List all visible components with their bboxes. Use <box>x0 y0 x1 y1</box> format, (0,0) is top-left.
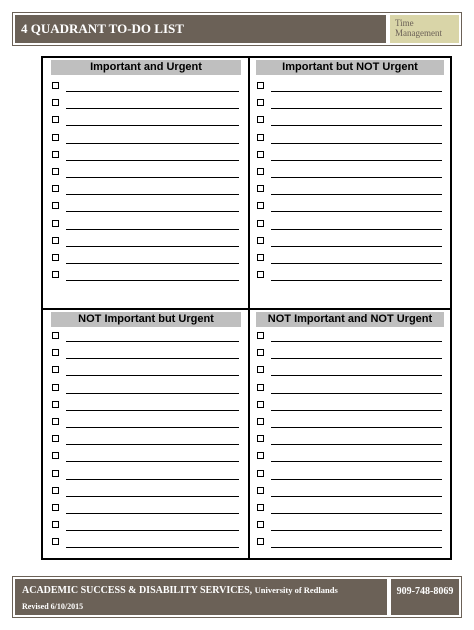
checkbox[interactable] <box>52 185 59 192</box>
writing-line[interactable] <box>66 91 239 92</box>
writing-line[interactable] <box>66 393 239 394</box>
writing-line[interactable] <box>271 194 442 195</box>
checkbox[interactable] <box>257 452 264 459</box>
todo-item <box>52 130 240 147</box>
writing-line[interactable] <box>271 461 442 462</box>
todo-item <box>257 147 443 164</box>
writing-line[interactable] <box>271 427 442 428</box>
todo-item <box>257 267 443 284</box>
quadrant-heading: Important and Urgent <box>51 60 241 75</box>
writing-line[interactable] <box>271 143 442 144</box>
writing-line[interactable] <box>271 108 442 109</box>
todo-item <box>52 362 240 379</box>
checkbox[interactable] <box>52 151 59 158</box>
todo-item <box>52 483 240 500</box>
checkbox[interactable] <box>257 82 264 89</box>
todo-item <box>52 216 240 233</box>
writing-line[interactable] <box>66 479 239 480</box>
checkbox[interactable] <box>257 99 264 106</box>
page-title: 4 QUADRANT TO-DO LIST <box>15 15 386 43</box>
checkbox[interactable] <box>257 168 264 175</box>
writing-line[interactable] <box>271 263 442 264</box>
checkbox[interactable] <box>52 134 59 141</box>
todo-item <box>257 95 443 112</box>
checkbox[interactable] <box>52 82 59 89</box>
checkbox[interactable] <box>257 151 264 158</box>
todo-item <box>52 250 240 267</box>
checkbox[interactable] <box>52 116 59 123</box>
checkbox[interactable] <box>257 418 264 425</box>
writing-line[interactable] <box>66 143 239 144</box>
checkbox[interactable] <box>52 538 59 545</box>
todo-item <box>257 500 443 517</box>
phone-number: 909-748-8069 <box>391 579 459 615</box>
checkbox[interactable] <box>52 470 59 477</box>
checkbox[interactable] <box>52 254 59 261</box>
checkbox[interactable] <box>52 99 59 106</box>
writing-line[interactable] <box>271 358 442 359</box>
writing-line[interactable] <box>271 246 442 247</box>
quadrant-heading: NOT Important and NOT Urgent <box>256 312 444 327</box>
writing-line[interactable] <box>66 246 239 247</box>
checkbox[interactable] <box>52 220 59 227</box>
todo-item <box>257 431 443 448</box>
todo-item <box>257 112 443 129</box>
writing-line[interactable] <box>271 530 442 531</box>
writing-line[interactable] <box>66 263 239 264</box>
todo-item <box>257 362 443 379</box>
writing-line[interactable] <box>271 211 442 212</box>
checkbox[interactable] <box>52 332 59 339</box>
todo-item <box>52 517 240 534</box>
checkbox[interactable] <box>52 487 59 494</box>
todo-item <box>52 181 240 198</box>
quadrant-1 <box>43 58 248 308</box>
writing-line[interactable] <box>271 280 442 281</box>
checkbox[interactable] <box>257 185 264 192</box>
checkbox[interactable] <box>257 538 264 545</box>
checkbox[interactable] <box>52 202 59 209</box>
writing-line[interactable] <box>66 341 239 342</box>
writing-line[interactable] <box>271 393 442 394</box>
checkbox[interactable] <box>52 418 59 425</box>
writing-line[interactable] <box>66 496 239 497</box>
writing-line[interactable] <box>66 160 239 161</box>
todo-item <box>257 233 443 250</box>
quadrant-2 <box>250 58 450 308</box>
todo-item <box>52 147 240 164</box>
checkbox[interactable] <box>257 366 264 373</box>
checkbox[interactable] <box>257 254 264 261</box>
todo-item <box>257 130 443 147</box>
todo-item <box>52 328 240 345</box>
checkbox[interactable] <box>52 521 59 528</box>
writing-line[interactable] <box>66 177 239 178</box>
todo-item <box>52 95 240 112</box>
checkbox[interactable] <box>52 271 59 278</box>
todo-item <box>52 198 240 215</box>
writing-line[interactable] <box>271 229 442 230</box>
todo-item <box>52 500 240 517</box>
writing-line[interactable] <box>66 547 239 548</box>
section-label-line1: Time <box>395 18 414 28</box>
todo-item <box>52 431 240 448</box>
checkbox[interactable] <box>257 470 264 477</box>
todo-item <box>52 397 240 414</box>
todo-item <box>257 534 443 551</box>
checkbox[interactable] <box>257 237 264 244</box>
checkbox[interactable] <box>257 134 264 141</box>
writing-line[interactable] <box>66 410 239 411</box>
todo-item <box>257 78 443 95</box>
quadrant-grid <box>41 56 452 560</box>
writing-line[interactable] <box>271 496 442 497</box>
footer-bar <box>12 576 462 618</box>
checkbox[interactable] <box>257 220 264 227</box>
header-bar <box>12 12 462 46</box>
todo-item <box>257 414 443 431</box>
checkbox[interactable] <box>257 332 264 339</box>
todo-item <box>257 164 443 181</box>
todo-item <box>52 233 240 250</box>
todo-item <box>257 250 443 267</box>
writing-line[interactable] <box>66 530 239 531</box>
quadrant-3 <box>43 310 248 560</box>
checkbox[interactable] <box>257 384 264 391</box>
section-label-line2: Management <box>395 28 442 38</box>
footer-title <box>22 584 387 597</box>
todo-item <box>52 380 240 397</box>
checkbox[interactable] <box>257 401 264 408</box>
checkbox[interactable] <box>52 366 59 373</box>
writing-line[interactable] <box>66 375 239 376</box>
writing-line[interactable] <box>271 479 442 480</box>
checkbox[interactable] <box>257 504 264 511</box>
org-name: ACADEMIC SUCCESS & DISABILITY SERVICES, <box>22 585 253 596</box>
todo-item <box>257 198 443 215</box>
todo-item <box>52 466 240 483</box>
writing-line[interactable] <box>271 91 442 92</box>
checkbox[interactable] <box>52 401 59 408</box>
checkbox[interactable] <box>257 349 264 356</box>
writing-line[interactable] <box>66 108 239 109</box>
checkbox[interactable] <box>257 521 264 528</box>
todo-item <box>52 78 240 95</box>
checkbox[interactable] <box>257 116 264 123</box>
quadrant-heading: Important but NOT Urgent <box>256 60 444 75</box>
todo-item <box>257 483 443 500</box>
writing-line[interactable] <box>271 125 442 126</box>
revision-date: Revised 6/10/2015 <box>22 602 84 611</box>
checkbox[interactable] <box>52 452 59 459</box>
writing-line[interactable] <box>271 513 442 514</box>
todo-item <box>257 345 443 362</box>
checkbox[interactable] <box>52 237 59 244</box>
checkbox[interactable] <box>52 384 59 391</box>
todo-item <box>52 534 240 551</box>
todo-item <box>257 517 443 534</box>
writing-line[interactable] <box>66 194 239 195</box>
checkbox[interactable] <box>52 168 59 175</box>
checkbox[interactable] <box>257 487 264 494</box>
todo-item <box>52 448 240 465</box>
writing-line[interactable] <box>271 547 442 548</box>
writing-line[interactable] <box>271 444 442 445</box>
todo-item <box>52 414 240 431</box>
todo-item <box>257 448 443 465</box>
quadrant-4 <box>250 310 450 560</box>
writing-line[interactable] <box>66 125 239 126</box>
writing-line[interactable] <box>66 280 239 281</box>
writing-line[interactable] <box>66 211 239 212</box>
checkbox[interactable] <box>52 504 59 511</box>
writing-line[interactable] <box>271 177 442 178</box>
todo-item <box>52 345 240 362</box>
checkbox[interactable] <box>52 435 59 442</box>
checkbox[interactable] <box>257 202 264 209</box>
writing-line[interactable] <box>66 427 239 428</box>
todo-item <box>52 267 240 284</box>
section-label <box>390 15 459 43</box>
writing-line[interactable] <box>271 341 442 342</box>
writing-line[interactable] <box>271 375 442 376</box>
footer-info <box>15 579 387 615</box>
checkbox[interactable] <box>257 271 264 278</box>
todo-item <box>257 380 443 397</box>
writing-line[interactable] <box>66 461 239 462</box>
writing-line[interactable] <box>66 358 239 359</box>
writing-line[interactable] <box>66 513 239 514</box>
quadrant-heading: NOT Important but Urgent <box>51 312 241 327</box>
todo-item <box>257 397 443 414</box>
todo-item <box>257 181 443 198</box>
university-name: University of Redlands <box>254 585 338 595</box>
writing-line[interactable] <box>66 444 239 445</box>
todo-item <box>52 112 240 129</box>
todo-item <box>257 216 443 233</box>
todo-item <box>257 328 443 345</box>
todo-item <box>52 164 240 181</box>
writing-line[interactable] <box>66 229 239 230</box>
writing-line[interactable] <box>271 160 442 161</box>
todo-item <box>257 466 443 483</box>
checkbox[interactable] <box>257 435 264 442</box>
checkbox[interactable] <box>52 349 59 356</box>
writing-line[interactable] <box>271 410 442 411</box>
